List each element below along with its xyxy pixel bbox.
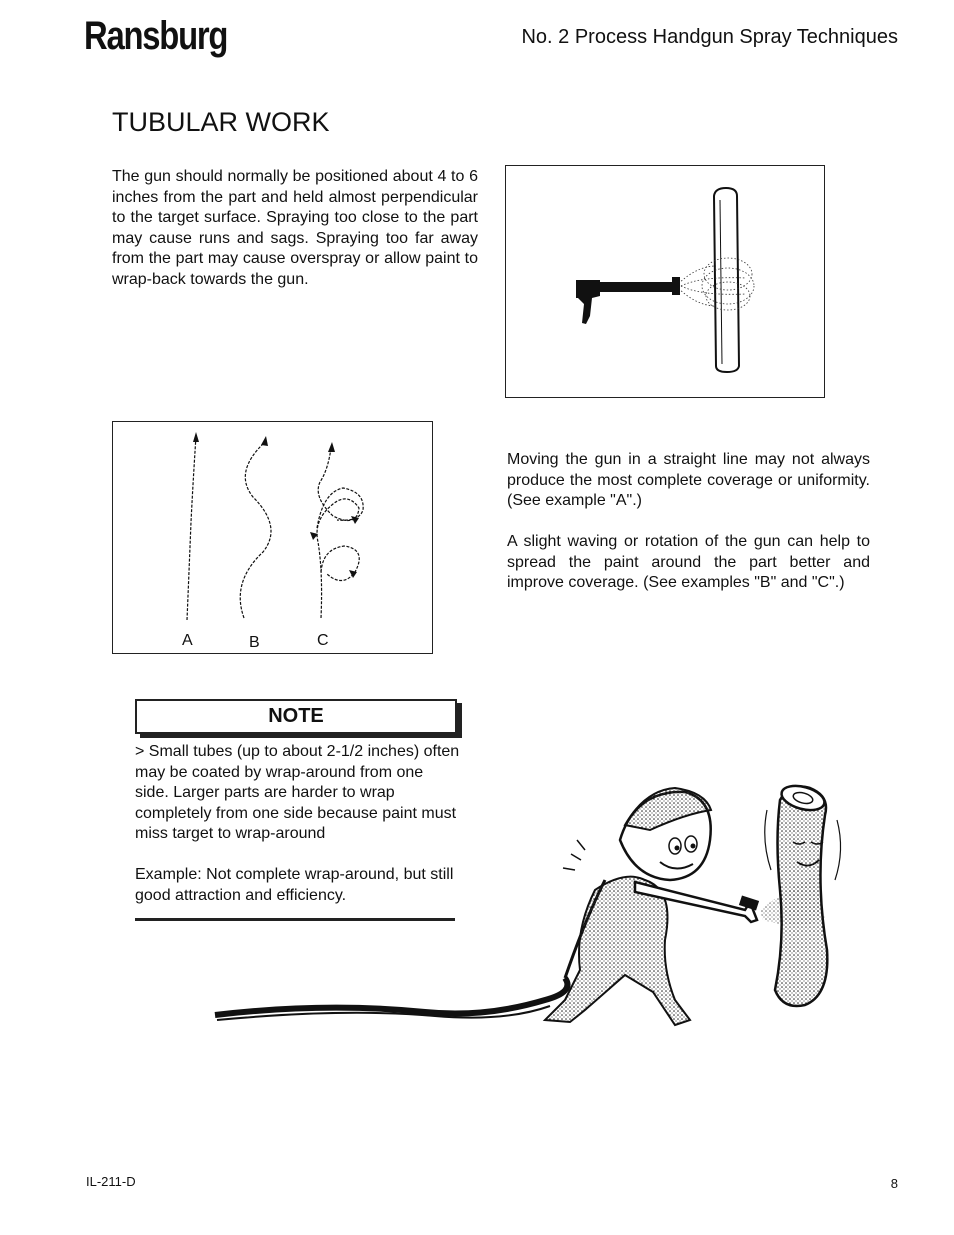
motion-paragraph-straight: Moving the gun in a straight line may not always produce the most complete coverage or uniformity. (See example "A".) bbox=[507, 451, 870, 509]
section-title: TUBULAR WORK bbox=[112, 107, 330, 137]
gun-motion-patterns-figure bbox=[112, 421, 433, 654]
painter-cartoon-illustration bbox=[205, 770, 865, 1035]
spray-gun-tube-figure bbox=[505, 165, 825, 398]
note-paragraph-example: Example: Not complete wrap-around, but still good attraction and efficiency. bbox=[135, 866, 454, 904]
motion-label-a: A bbox=[182, 632, 193, 649]
cartoon-drawing bbox=[205, 770, 865, 1035]
spray-gun-tube-illustration bbox=[506, 166, 824, 397]
ransburg-logo: Ransburg bbox=[84, 14, 228, 58]
note-header-box bbox=[135, 699, 457, 734]
motion-description bbox=[507, 450, 870, 594]
page-number: 8 bbox=[890, 1176, 898, 1191]
motion-label-c: C bbox=[317, 632, 329, 649]
note-label: NOTE bbox=[268, 705, 324, 727]
motion-patterns-illustration bbox=[113, 422, 432, 653]
document-title: No. 2 Process Handgun Spray Techniques bbox=[521, 26, 898, 48]
motion-label-b: B bbox=[249, 634, 260, 651]
motion-paragraph-waving: A slight waving or rotation of the gun can help to spread the paint around the part better and improve coverage. (See examples "B" and "C".) bbox=[507, 533, 870, 591]
intro-paragraph: The gun should normally be positioned about 4 to 6 inches from the part and held almost perpendicular to the target surface. Spraying too close to the part may cause runs and sags. Spraying too far away from the part may cause overspray or allow paint to wrap-back towards the gun. bbox=[112, 168, 478, 288]
document-number: IL-211-D bbox=[86, 1174, 136, 1189]
note-paragraph-small-tubes: > Small tubes (up to about 2-1/2 inches) often may be coated by wrap-around from one side. Larger parts are harder to wrap completely from one side because paint must miss target to wrap-around bbox=[135, 743, 460, 842]
